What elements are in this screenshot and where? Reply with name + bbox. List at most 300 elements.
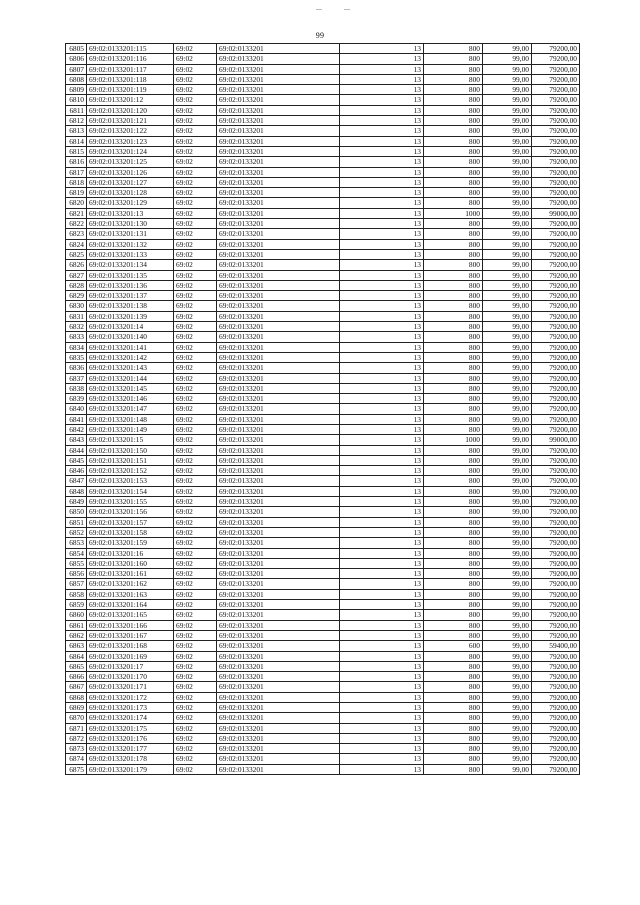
rate-value: 99,00	[483, 301, 532, 311]
row-number: 6862	[66, 630, 87, 640]
zone-number: 13	[340, 167, 424, 177]
table-row	[66, 404, 580, 414]
cost-value: 79200,00	[532, 476, 580, 486]
row-number: 6852	[66, 527, 87, 537]
cadastral-number: 69:02:0133201:173	[87, 703, 174, 713]
rate-value: 99,00	[483, 291, 532, 301]
district-code: 69:02	[174, 764, 217, 774]
row-number: 6808	[66, 74, 87, 84]
quarter-number: 69:02:0133201	[217, 74, 340, 84]
cadastral-number: 69:02:0133201:159	[87, 538, 174, 548]
district-code: 69:02	[174, 569, 217, 579]
cadastral-number: 69:02:0133201:140	[87, 332, 174, 342]
table-row	[66, 641, 580, 651]
zone-number: 13	[340, 363, 424, 373]
district-code: 69:02	[174, 167, 217, 177]
quarter-number: 69:02:0133201	[217, 424, 340, 434]
table-row	[66, 497, 580, 507]
quarter-number: 69:02:0133201	[217, 723, 340, 733]
cost-value: 59400,00	[532, 641, 580, 651]
zone-number: 13	[340, 579, 424, 589]
cadastral-number: 69:02:0133201:142	[87, 352, 174, 362]
cost-value: 79200,00	[532, 219, 580, 229]
area-value: 800	[424, 146, 483, 156]
quarter-number: 69:02:0133201	[217, 682, 340, 692]
cost-value: 79200,00	[532, 198, 580, 208]
cost-value: 79200,00	[532, 322, 580, 332]
quarter-number: 69:02:0133201	[217, 219, 340, 229]
cost-value: 79200,00	[532, 280, 580, 290]
table-row	[66, 466, 580, 476]
area-value: 800	[424, 280, 483, 290]
district-code: 69:02	[174, 311, 217, 321]
table-row	[66, 342, 580, 352]
rate-value: 99,00	[483, 558, 532, 568]
quarter-number: 69:02:0133201	[217, 435, 340, 445]
cadastral-number: 69:02:0133201:115	[87, 44, 174, 54]
zone-number: 13	[340, 527, 424, 537]
district-code: 69:02	[174, 538, 217, 548]
rate-value: 99,00	[483, 723, 532, 733]
quarter-number: 69:02:0133201	[217, 322, 340, 332]
row-number: 6825	[66, 249, 87, 259]
rate-value: 99,00	[483, 497, 532, 507]
table-row	[66, 764, 580, 774]
zone-number: 13	[340, 177, 424, 187]
cadastral-number: 69:02:0133201:151	[87, 455, 174, 465]
zone-number: 13	[340, 383, 424, 393]
cost-value: 79200,00	[532, 497, 580, 507]
area-value: 800	[424, 661, 483, 671]
rate-value: 99,00	[483, 74, 532, 84]
table-row	[66, 610, 580, 620]
district-code: 69:02	[174, 744, 217, 754]
quarter-number: 69:02:0133201	[217, 332, 340, 342]
area-value: 800	[424, 600, 483, 610]
rate-value: 99,00	[483, 733, 532, 743]
rate-value: 99,00	[483, 394, 532, 404]
district-code: 69:02	[174, 363, 217, 373]
row-number: 6854	[66, 548, 87, 558]
cost-value: 79200,00	[532, 363, 580, 373]
quarter-number: 69:02:0133201	[217, 641, 340, 651]
area-value: 800	[424, 476, 483, 486]
area-value: 800	[424, 373, 483, 383]
zone-number: 13	[340, 208, 424, 218]
table-row	[66, 455, 580, 465]
area-value: 800	[424, 486, 483, 496]
cost-value: 99000,00	[532, 208, 580, 218]
row-number: 6841	[66, 414, 87, 424]
table-row	[66, 126, 580, 136]
cost-value: 79200,00	[532, 95, 580, 105]
table-row	[66, 383, 580, 393]
table-row	[66, 249, 580, 259]
quarter-number: 69:02:0133201	[217, 116, 340, 126]
cadastral-number: 69:02:0133201:120	[87, 105, 174, 115]
cost-value: 79200,00	[532, 116, 580, 126]
district-code: 69:02	[174, 404, 217, 414]
quarter-number: 69:02:0133201	[217, 579, 340, 589]
cadastral-number: 69:02:0133201:158	[87, 527, 174, 537]
table-row	[66, 74, 580, 84]
area-value: 800	[424, 754, 483, 764]
district-code: 69:02	[174, 424, 217, 434]
row-number: 6861	[66, 620, 87, 630]
area-value: 600	[424, 641, 483, 651]
row-number: 6874	[66, 754, 87, 764]
district-code: 69:02	[174, 414, 217, 424]
table-row	[66, 651, 580, 661]
table-row	[66, 219, 580, 229]
cost-value: 79200,00	[532, 672, 580, 682]
rate-value: 99,00	[483, 445, 532, 455]
zone-number: 13	[340, 116, 424, 126]
district-code: 69:02	[174, 301, 217, 311]
cadastral-number: 69:02:0133201:149	[87, 424, 174, 434]
cadastral-number: 69:02:0133201:121	[87, 116, 174, 126]
cost-value: 79200,00	[532, 600, 580, 610]
row-number: 6867	[66, 682, 87, 692]
row-number: 6849	[66, 497, 87, 507]
cadastral-number: 69:02:0133201:134	[87, 260, 174, 270]
cost-value: 79200,00	[532, 404, 580, 414]
quarter-number: 69:02:0133201	[217, 126, 340, 136]
cadastral-number: 69:02:0133201:147	[87, 404, 174, 414]
quarter-number: 69:02:0133201	[217, 703, 340, 713]
rate-value: 99,00	[483, 383, 532, 393]
district-code: 69:02	[174, 270, 217, 280]
cadastral-number: 69:02:0133201:153	[87, 476, 174, 486]
rate-value: 99,00	[483, 239, 532, 249]
cadastral-number: 69:02:0133201:119	[87, 85, 174, 95]
cadastral-number: 69:02:0133201:146	[87, 394, 174, 404]
quarter-number: 69:02:0133201	[217, 270, 340, 280]
area-value: 800	[424, 723, 483, 733]
table-row	[66, 527, 580, 537]
row-number: 6850	[66, 507, 87, 517]
cadastral-number: 69:02:0133201:161	[87, 569, 174, 579]
zone-number: 13	[340, 126, 424, 136]
cadastral-number: 69:02:0133201:175	[87, 723, 174, 733]
row-number: 6843	[66, 435, 87, 445]
cost-value: 79200,00	[532, 342, 580, 352]
quarter-number: 69:02:0133201	[217, 280, 340, 290]
area-value: 800	[424, 249, 483, 259]
cadastral-table	[65, 43, 580, 775]
table-row	[66, 157, 580, 167]
table-row	[66, 445, 580, 455]
district-code: 69:02	[174, 723, 217, 733]
table-row	[66, 167, 580, 177]
quarter-number: 69:02:0133201	[217, 692, 340, 702]
district-code: 69:02	[174, 620, 217, 630]
rate-value: 99,00	[483, 713, 532, 723]
area-value: 800	[424, 219, 483, 229]
quarter-number: 69:02:0133201	[217, 44, 340, 54]
quarter-number: 69:02:0133201	[217, 661, 340, 671]
area-value: 800	[424, 703, 483, 713]
quarter-number: 69:02:0133201	[217, 476, 340, 486]
cost-value: 79200,00	[532, 517, 580, 527]
row-number: 6829	[66, 291, 87, 301]
quarter-number: 69:02:0133201	[217, 373, 340, 383]
area-value: 800	[424, 157, 483, 167]
rate-value: 99,00	[483, 548, 532, 558]
cadastral-number: 69:02:0133201:130	[87, 219, 174, 229]
cadastral-number: 69:02:0133201:154	[87, 486, 174, 496]
cost-value: 79200,00	[532, 610, 580, 620]
table-row	[66, 661, 580, 671]
cost-value: 79200,00	[532, 177, 580, 187]
cadastral-number: 69:02:0133201:174	[87, 713, 174, 723]
rate-value: 99,00	[483, 44, 532, 54]
rate-value: 99,00	[483, 579, 532, 589]
area-value: 800	[424, 548, 483, 558]
rate-value: 99,00	[483, 167, 532, 177]
quarter-number: 69:02:0133201	[217, 177, 340, 187]
district-code: 69:02	[174, 589, 217, 599]
zone-number: 13	[340, 424, 424, 434]
area-value: 800	[424, 342, 483, 352]
row-number: 6811	[66, 105, 87, 115]
cost-value: 79200,00	[532, 291, 580, 301]
rate-value: 99,00	[483, 404, 532, 414]
rate-value: 99,00	[483, 363, 532, 373]
cadastral-number: 69:02:0133201:126	[87, 167, 174, 177]
cost-value: 79200,00	[532, 507, 580, 517]
row-number: 6827	[66, 270, 87, 280]
row-number: 6823	[66, 229, 87, 239]
cadastral-number: 69:02:0133201:139	[87, 311, 174, 321]
quarter-number: 69:02:0133201	[217, 383, 340, 393]
quarter-number: 69:02:0133201	[217, 497, 340, 507]
quarter-number: 69:02:0133201	[217, 445, 340, 455]
cadastral-number: 69:02:0133201:141	[87, 342, 174, 352]
table-row	[66, 332, 580, 342]
table-row	[66, 589, 580, 599]
area-value: 800	[424, 538, 483, 548]
quarter-number: 69:02:0133201	[217, 85, 340, 95]
district-code: 69:02	[174, 54, 217, 64]
district-code: 69:02	[174, 85, 217, 95]
zone-number: 13	[340, 723, 424, 733]
row-number: 6833	[66, 332, 87, 342]
cost-value: 79200,00	[532, 74, 580, 84]
zone-number: 13	[340, 414, 424, 424]
cost-value: 79200,00	[532, 733, 580, 743]
cadastral-number: 69:02:0133201:118	[87, 74, 174, 84]
quarter-number: 69:02:0133201	[217, 249, 340, 259]
zone-number: 13	[340, 466, 424, 476]
rate-value: 99,00	[483, 322, 532, 332]
cost-value: 79200,00	[532, 466, 580, 476]
row-number: 6809	[66, 85, 87, 95]
zone-number: 13	[340, 672, 424, 682]
cost-value: 79200,00	[532, 188, 580, 198]
cost-value: 79200,00	[532, 579, 580, 589]
cost-value: 79200,00	[532, 538, 580, 548]
row-number: 6828	[66, 280, 87, 290]
cost-value: 79200,00	[532, 548, 580, 558]
zone-number: 13	[340, 219, 424, 229]
area-value: 800	[424, 311, 483, 321]
rate-value: 99,00	[483, 342, 532, 352]
area-value: 800	[424, 394, 483, 404]
quarter-number: 69:02:0133201	[217, 610, 340, 620]
rate-value: 99,00	[483, 589, 532, 599]
quarter-number: 69:02:0133201	[217, 517, 340, 527]
district-code: 69:02	[174, 322, 217, 332]
cadastral-number: 69:02:0133201:167	[87, 630, 174, 640]
rate-value: 99,00	[483, 651, 532, 661]
quarter-number: 69:02:0133201	[217, 136, 340, 146]
quarter-number: 69:02:0133201	[217, 291, 340, 301]
zone-number: 13	[340, 764, 424, 774]
zone-number: 13	[340, 445, 424, 455]
zone-number: 13	[340, 260, 424, 270]
row-number: 6855	[66, 558, 87, 568]
row-number: 6864	[66, 651, 87, 661]
row-number: 6824	[66, 239, 87, 249]
table-row	[66, 682, 580, 692]
quarter-number: 69:02:0133201	[217, 651, 340, 661]
cadastral-number: 69:02:0133201:13	[87, 208, 174, 218]
rate-value: 99,00	[483, 208, 532, 218]
rate-value: 99,00	[483, 311, 532, 321]
area-value: 800	[424, 239, 483, 249]
quarter-number: 69:02:0133201	[217, 394, 340, 404]
zone-number: 13	[340, 754, 424, 764]
zone-number: 13	[340, 74, 424, 84]
district-code: 69:02	[174, 527, 217, 537]
cadastral-number: 69:02:0133201:117	[87, 64, 174, 74]
zone-number: 13	[340, 64, 424, 74]
row-number: 6858	[66, 589, 87, 599]
cadastral-number: 69:02:0133201:176	[87, 733, 174, 743]
zone-number: 13	[340, 733, 424, 743]
quarter-number: 69:02:0133201	[217, 95, 340, 105]
area-value: 800	[424, 126, 483, 136]
area-value: 800	[424, 198, 483, 208]
zone-number: 13	[340, 198, 424, 208]
area-value: 800	[424, 620, 483, 630]
table-row	[66, 352, 580, 362]
row-number: 6844	[66, 445, 87, 455]
row-number: 6817	[66, 167, 87, 177]
area-value: 800	[424, 558, 483, 568]
cost-value: 79200,00	[532, 661, 580, 671]
row-number: 6834	[66, 342, 87, 352]
cadastral-number: 69:02:0133201:162	[87, 579, 174, 589]
area-value: 800	[424, 177, 483, 187]
row-number: 6840	[66, 404, 87, 414]
rate-value: 99,00	[483, 744, 532, 754]
row-number: 6857	[66, 579, 87, 589]
rate-value: 99,00	[483, 177, 532, 187]
cadastral-number: 69:02:0133201:128	[87, 188, 174, 198]
area-value: 800	[424, 136, 483, 146]
cadastral-number: 69:02:0133201:124	[87, 146, 174, 156]
zone-number: 13	[340, 95, 424, 105]
table-row	[66, 322, 580, 332]
zone-number: 13	[340, 373, 424, 383]
district-code: 69:02	[174, 548, 217, 558]
table-row	[66, 538, 580, 548]
table-row	[66, 630, 580, 640]
cost-value: 79200,00	[532, 394, 580, 404]
cost-value: 79200,00	[532, 229, 580, 239]
row-number: 6832	[66, 322, 87, 332]
cost-value: 79200,00	[532, 85, 580, 95]
area-value: 800	[424, 105, 483, 115]
district-code: 69:02	[174, 383, 217, 393]
zone-number: 13	[340, 620, 424, 630]
cadastral-number: 69:02:0133201:138	[87, 301, 174, 311]
rate-value: 99,00	[483, 692, 532, 702]
zone-number: 13	[340, 548, 424, 558]
quarter-number: 69:02:0133201	[217, 352, 340, 362]
cadastral-number: 69:02:0133201:144	[87, 373, 174, 383]
district-code: 69:02	[174, 610, 217, 620]
quarter-number: 69:02:0133201	[217, 486, 340, 496]
cost-value: 79200,00	[532, 239, 580, 249]
cadastral-number: 69:02:0133201:17	[87, 661, 174, 671]
area-value: 800	[424, 569, 483, 579]
rate-value: 99,00	[483, 280, 532, 290]
row-number: 6821	[66, 208, 87, 218]
zone-number: 13	[340, 301, 424, 311]
district-code: 69:02	[174, 641, 217, 651]
row-number: 6842	[66, 424, 87, 434]
table-row	[66, 301, 580, 311]
quarter-number: 69:02:0133201	[217, 311, 340, 321]
table-row	[66, 435, 580, 445]
zone-number: 13	[340, 651, 424, 661]
district-code: 69:02	[174, 177, 217, 187]
area-value: 800	[424, 383, 483, 393]
area-value: 800	[424, 682, 483, 692]
district-code: 69:02	[174, 208, 217, 218]
zone-number: 13	[340, 703, 424, 713]
table-row	[66, 744, 580, 754]
area-value: 800	[424, 692, 483, 702]
quarter-number: 69:02:0133201	[217, 167, 340, 177]
cadastral-number: 69:02:0133201:156	[87, 507, 174, 517]
area-value: 800	[424, 445, 483, 455]
rate-value: 99,00	[483, 105, 532, 115]
cost-value: 79200,00	[532, 589, 580, 599]
zone-number: 13	[340, 188, 424, 198]
zone-number: 13	[340, 692, 424, 702]
district-code: 69:02	[174, 713, 217, 723]
district-code: 69:02	[174, 445, 217, 455]
area-value: 800	[424, 188, 483, 198]
district-code: 69:02	[174, 352, 217, 362]
area-value: 800	[424, 455, 483, 465]
rate-value: 99,00	[483, 610, 532, 620]
row-number: 6820	[66, 198, 87, 208]
cost-value: 99000,00	[532, 435, 580, 445]
table-row	[66, 229, 580, 239]
area-value: 800	[424, 64, 483, 74]
quarter-number: 69:02:0133201	[217, 538, 340, 548]
row-number: 6813	[66, 126, 87, 136]
area-value: 800	[424, 352, 483, 362]
row-number: 6806	[66, 54, 87, 64]
district-code: 69:02	[174, 249, 217, 259]
quarter-number: 69:02:0133201	[217, 548, 340, 558]
